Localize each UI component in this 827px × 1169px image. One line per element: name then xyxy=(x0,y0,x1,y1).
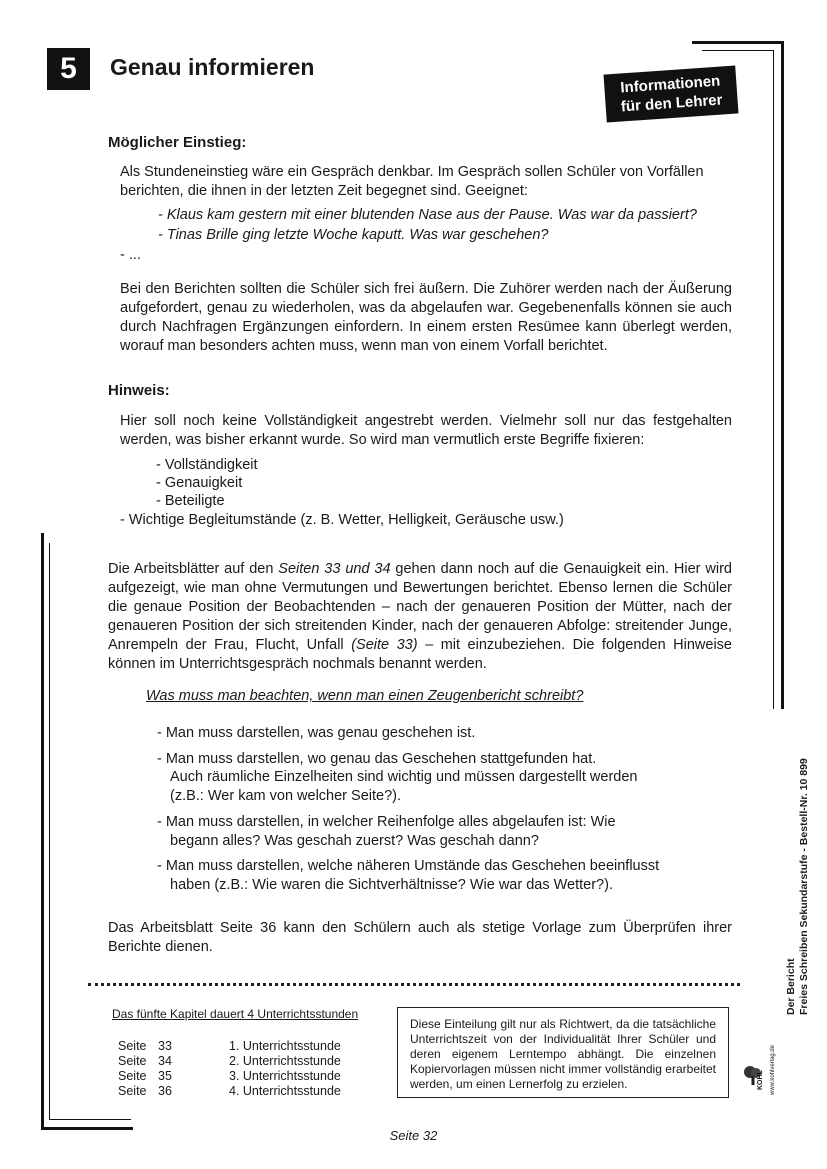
einstieg-body: Bei den Berichten sollten die Schüler sich frei äußern. Die Zuhörer werden nach der Äußerung aufgefordert, genau zu wiederholen, was da abgelaufen war. Gegebenenfalls können sie auch durch Nachfragen Ergänzungen einfordern. In einem ersten Resümee kann überlegt werden, worauf man besonders achten muss, wenn man von einem Vorfall berichtet. xyxy=(120,281,732,354)
schedule-label: Seite xyxy=(118,1069,147,1083)
bullet-item-continuation: begann alles? Was geschah zuerst? Was geschah dann? xyxy=(170,833,539,849)
section-heading-hinweis: Hinweis: xyxy=(108,382,170,399)
schedule-page: 36 xyxy=(158,1084,172,1098)
badge-line-1: Informationen xyxy=(619,72,721,97)
page-reference: Seiten 33 und 34 xyxy=(278,561,391,577)
ellipsis-line: - ... xyxy=(120,247,141,263)
frame-left-line-inner xyxy=(49,543,50,1120)
hinweis-intro: Hier soll noch keine Vollständigkeit angestrebt werden. Vielmehr soll nur das festgehalten werden, was bisher erkannt wurde. So wird man vermutlich erste Begriffe fixieren: xyxy=(120,413,732,448)
dotted-separator xyxy=(88,983,740,986)
schedule-table xyxy=(118,1039,358,1099)
page-title: Genau informieren xyxy=(110,54,315,80)
bullet-item-continuation: Auch räumliche Einzelheiten sind wichtig und müssen dargestellt werden xyxy=(170,769,638,785)
list-item: - Wichtige Begleitumstände (z. B. Wetter, Helligkeit, Geräusche usw.) xyxy=(120,512,564,528)
list-item: - Vollständigkeit xyxy=(156,457,258,473)
schedule-row xyxy=(118,1054,358,1069)
sidebar-line-2: Freies Schreiben Sekundarstufe - Bestell-Nr. 10 899 xyxy=(798,758,810,1015)
note-box: Diese Einteilung gilt nur als Richtwert, da die tatsächliche Unterrichtszeit von der Individualität Ihrer Schüler und deren eigenem Lerntempo abhängt. Die einzelnen Kopiervorlagen müssen nicht immer vollständig erarbeitet werden, um einen Lernerfolg zu erzielen. xyxy=(397,1007,729,1098)
sidebar-vertical-text xyxy=(785,758,811,1015)
sidebar-line-1: Der Bericht xyxy=(785,958,797,1015)
frame-right-line-inner xyxy=(773,50,774,709)
frame-top-line xyxy=(692,41,784,44)
frame-top-line-inner xyxy=(702,50,774,51)
schedule-lesson: 3. Unterrichtsstunde xyxy=(229,1069,341,1083)
schedule-label: Seite xyxy=(118,1084,147,1098)
badge-line-2: für den Lehrer xyxy=(620,91,723,116)
example-line: - Tinas Brille ging letzte Woche kaputt. Was war geschehen? xyxy=(158,227,549,243)
schedule-row xyxy=(118,1084,358,1099)
bullet-item: - Man muss darstellen, in welcher Reihenfolge alles abgelaufen ist: Wie xyxy=(157,814,616,830)
einstieg-intro: Als Stundeneinstieg wäre ein Gespräch denkbar. Im Gespräch sollen Schüler von Vorfällen berichten, die ihnen in der letzten Zeit begegnet sind. Geeignet: xyxy=(120,164,704,199)
schedule-row xyxy=(118,1039,358,1054)
bullet-item-continuation: haben (z.B.: Wie waren die Sichtverhältnisse? Wie war das Wetter?). xyxy=(170,877,613,893)
page-reference: (Seite 33) xyxy=(351,637,418,653)
list-item: - Beteiligte xyxy=(156,493,225,509)
schedule-label: Seite xyxy=(118,1054,147,1068)
text-run: gehen dann noch auf die Genauigkeit ein. Hier wird aufgezeigt, wie man ohne Vermutungen und Bewertungen berichtet. Ebenso lernen die Schüler die genaue Position der Beobachtenden – nach der genaueren Position der Mütter, nach der genaueren Position der sich streitenden Kinder, nach der genaueren Abfolge: streitender Junge, Anrempeln der Frau, Flucht, Unfall xyxy=(108,561,732,653)
schedule-title: Das fünfte Kapitel dauert 4 Unterrichtsstunden xyxy=(112,1007,359,1021)
list-item: - Genauigkeit xyxy=(156,475,243,491)
page-number: Seite 32 xyxy=(389,1128,438,1143)
closing-paragraph: Das Arbeitsblatt Seite 36 kann den Schülern auch als stetige Vorlage zum Überprüfen ihrer Berichte dienen. xyxy=(108,920,732,955)
schedule-page: 33 xyxy=(158,1039,172,1053)
schedule-lesson: 2. Unterrichtsstunde xyxy=(229,1054,341,1068)
example-line: - Klaus kam gestern mit einer blutenden Nase aus der Pause. Was war da passiert? xyxy=(158,207,697,223)
frame-right-line xyxy=(781,41,784,709)
bullet-item: - Man muss darstellen, welche näheren Umstände das Geschehen beeinflusst xyxy=(157,858,660,874)
frame-left-line xyxy=(41,533,44,1130)
schedule-page: 34 xyxy=(158,1054,172,1068)
publisher-url: www.kohlverlag.de xyxy=(770,1044,776,1095)
schedule-page: 35 xyxy=(158,1069,172,1083)
bullet-item-continuation: (z.B.: Wer kam von welcher Seite?). xyxy=(170,788,402,804)
bullet-item: - Man muss darstellen, was genau geschehen ist. xyxy=(157,725,476,741)
bullet-item: - Man muss darstellen, wo genau das Geschehen stattgefunden hat. xyxy=(157,751,597,767)
guiding-question: Was muss man beachten, wenn man einen Zeugenbericht schreibt? xyxy=(146,688,584,704)
text-run: – mit einzubeziehen. Die folgenden Hinweise können im Unterrichtsgespräch nochmals benannt werden. xyxy=(108,637,732,672)
text-run: Die Arbeitsblätter auf den xyxy=(108,561,279,577)
schedule-lesson: 4. Unterrichtsstunde xyxy=(229,1084,341,1098)
arbeitsblaetter-paragraph xyxy=(108,560,732,674)
schedule-label: Seite xyxy=(118,1039,147,1053)
publisher-name: KOHL xyxy=(757,1070,764,1090)
schedule-row xyxy=(118,1069,358,1084)
chapter-number: 5 xyxy=(47,48,90,90)
frame-bottom-line-inner xyxy=(49,1119,131,1120)
teacher-info-badge xyxy=(603,65,738,122)
schedule-lesson: 1. Unterrichtsstunde xyxy=(229,1039,341,1053)
section-heading-einstieg: Möglicher Einstieg: xyxy=(108,134,247,151)
